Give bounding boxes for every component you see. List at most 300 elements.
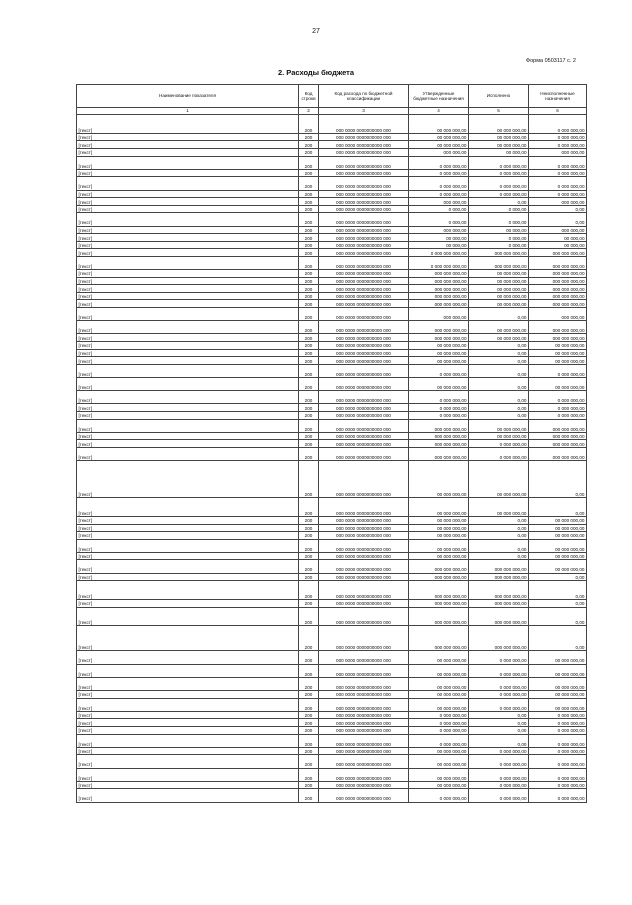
row-executed: 0 000 000,00 <box>469 156 529 169</box>
row-unexecuted: 00 000 000,00 <box>529 691 587 699</box>
row-executed: 000 000 000,00 <box>469 581 529 600</box>
row-executed: 0 000 000,00 <box>469 768 529 781</box>
row-unexecuted: 0 000 000,00 <box>529 734 587 747</box>
row-approved: 000 000 000,00 <box>409 419 469 432</box>
row-name: [текст] <box>77 516 299 524</box>
row-name: [текст] <box>77 205 299 213</box>
row-line-code: 200 <box>299 781 319 789</box>
row-unexecuted: 00 000 000,00 <box>529 539 587 552</box>
row-approved: 00 000 000,00 <box>409 516 469 524</box>
row-name: [текст] <box>77 321 299 334</box>
row-approved: 0 000 000,00 <box>409 789 469 802</box>
row-unexecuted: 000 000 000,00 <box>529 447 587 460</box>
table-row <box>77 190 587 198</box>
row-class-code: 000 0000 0000000000 000 <box>319 573 409 581</box>
row-name: [текст] <box>77 115 299 134</box>
row-line-code: 200 <box>299 292 319 300</box>
row-approved: 0 000 000,00 <box>409 404 469 412</box>
row-line-code: 200 <box>299 747 319 755</box>
row-unexecuted: 0 000 000,00 <box>529 768 587 781</box>
row-class-code: 000 0000 0000000000 000 <box>319 440 409 448</box>
row-name: [текст] <box>77 357 299 365</box>
row-line-code: 200 <box>299 664 319 677</box>
table-row <box>77 532 587 540</box>
row-name: [текст] <box>77 539 299 552</box>
row-unexecuted: 000 000 000,00 <box>529 300 587 308</box>
row-line-code: 200 <box>299 447 319 460</box>
row-line-code: 200 <box>299 524 319 532</box>
table-row <box>77 560 587 573</box>
row-line-code: 200 <box>299 691 319 699</box>
row-line-code: 200 <box>299 516 319 524</box>
row-line-code: 200 <box>299 789 319 802</box>
row-name: [текст] <box>77 440 299 448</box>
row-line-code: 200 <box>299 768 319 781</box>
row-approved: 00 000,00 <box>409 234 469 242</box>
row-name: [текст] <box>77 292 299 300</box>
row-executed: 0 000 000,00 <box>469 177 529 190</box>
row-unexecuted: 00 000 000,00 <box>529 664 587 677</box>
row-executed: 00 000 000,00 <box>469 285 529 293</box>
row-executed: 0 000,00 <box>469 205 529 213</box>
row-approved: 00 000 000,00 <box>409 664 469 677</box>
table-row <box>77 768 587 781</box>
row-line-code: 200 <box>299 349 319 357</box>
row-name: [текст] <box>77 747 299 755</box>
row-line-code: 200 <box>299 461 319 498</box>
row-name: [текст] <box>77 404 299 412</box>
row-class-code: 000 0000 0000000000 000 <box>319 560 409 573</box>
header-class-code: Код расхода по бюджетной классификации <box>319 85 409 108</box>
row-name: [текст] <box>77 573 299 581</box>
row-approved: 0 000 000,00 <box>409 391 469 404</box>
row-approved: 000 000 000,00 <box>409 321 469 334</box>
row-class-code: 000 0000 0000000000 000 <box>319 321 409 334</box>
table-row <box>77 177 587 190</box>
row-unexecuted: 0 000 000,00 <box>529 726 587 734</box>
table-row <box>77 205 587 213</box>
header-approved: Утвержденные бюджетные назначения <box>409 85 469 108</box>
row-executed: 0,00 <box>469 411 529 419</box>
row-approved: 00 000 000,00 <box>409 115 469 134</box>
row-unexecuted: 0 000 000,00 <box>529 190 587 198</box>
row-unexecuted: 000 000 000,00 <box>529 270 587 278</box>
row-unexecuted: 0 000 000,00 <box>529 141 587 149</box>
table-row <box>77 755 587 768</box>
row-unexecuted: 0 000 000,00 <box>529 156 587 169</box>
row-approved: 000 000,00 <box>409 308 469 321</box>
row-executed: 0,00 <box>469 726 529 734</box>
row-executed: 00 000 000,00 <box>469 300 529 308</box>
row-name: [текст] <box>77 177 299 190</box>
row-line-code: 200 <box>299 198 319 206</box>
header-line-code: Код строки <box>299 85 319 108</box>
row-approved: 0 000 000,00 <box>409 711 469 719</box>
column-number: 4 <box>409 108 469 115</box>
table-row <box>77 321 587 334</box>
row-executed: 00 000 000,00 <box>469 432 529 440</box>
row-line-code: 200 <box>299 573 319 581</box>
row-name: [текст] <box>77 677 299 690</box>
row-executed: 00 000 000,00 <box>469 270 529 278</box>
row-unexecuted: 0 000 000,00 <box>529 364 587 377</box>
table-row <box>77 600 587 608</box>
row-line-code: 200 <box>299 404 319 412</box>
table-row <box>77 357 587 365</box>
row-unexecuted: 0 000 000,00 <box>529 719 587 727</box>
row-unexecuted: 0 000 000,00 <box>529 711 587 719</box>
column-number: 3 <box>319 108 409 115</box>
row-line-code: 200 <box>299 141 319 149</box>
row-executed: 000 000 000,00 <box>469 600 529 608</box>
row-class-code: 000 0000 0000000000 000 <box>319 349 409 357</box>
row-unexecuted: 00 000,00 <box>529 241 587 249</box>
row-unexecuted: 00 000 000,00 <box>529 651 587 664</box>
row-approved: 0 000,00 <box>409 205 469 213</box>
document-title: 2. Расходы бюджета <box>277 68 355 77</box>
row-executed: 000 000 000,00 <box>469 256 529 269</box>
row-class-code: 000 0000 0000000000 000 <box>319 447 409 460</box>
row-unexecuted: 0 000 000,00 <box>529 169 587 177</box>
row-executed: 0 000 000,00 <box>469 190 529 198</box>
row-executed: 0 000,00 <box>469 234 529 242</box>
row-line-code: 200 <box>299 169 319 177</box>
row-unexecuted: 0,00 <box>529 581 587 600</box>
row-approved: 00 000 000,00 <box>409 768 469 781</box>
row-executed: 0,00 <box>469 377 529 390</box>
row-name: [текст] <box>77 226 299 234</box>
row-approved: 000 000 000,00 <box>409 626 469 651</box>
row-class-code: 000 0000 0000000000 000 <box>319 177 409 190</box>
row-executed: 0 000 000,00 <box>469 698 529 711</box>
row-name: [текст] <box>77 234 299 242</box>
header-unexecuted: Неисполненные назначения <box>529 85 587 108</box>
row-class-code: 000 0000 0000000000 000 <box>319 334 409 342</box>
row-class-code: 000 0000 0000000000 000 <box>319 308 409 321</box>
row-name: [текст] <box>77 600 299 608</box>
row-name: [текст] <box>77 148 299 156</box>
row-line-code: 200 <box>299 552 319 560</box>
row-executed: 00 000 000,00 <box>469 334 529 342</box>
row-unexecuted: 0 000 000,00 <box>529 391 587 404</box>
table-row <box>77 148 587 156</box>
row-executed: 0,00 <box>469 734 529 747</box>
table-row <box>77 285 587 293</box>
table-row <box>77 626 587 651</box>
row-approved: 000 000 000,00 <box>409 600 469 608</box>
table-row <box>77 342 587 350</box>
table-row <box>77 432 587 440</box>
row-executed: 0 000 000,00 <box>469 447 529 460</box>
row-approved: 00 000 000,00 <box>409 781 469 789</box>
row-approved: 000 000 000,00 <box>409 285 469 293</box>
row-class-code: 000 0000 0000000000 000 <box>319 404 409 412</box>
row-unexecuted: 0,00 <box>529 626 587 651</box>
row-executed: 0,00 <box>469 552 529 560</box>
row-unexecuted: 000 000 000,00 <box>529 334 587 342</box>
row-class-code: 000 0000 0000000000 000 <box>319 664 409 677</box>
row-approved: 000 000 000,00 <box>409 581 469 600</box>
table-row <box>77 573 587 581</box>
table-row <box>77 461 587 498</box>
form-code: Форма 0503117 с. 2 <box>525 58 576 64</box>
row-line-code: 200 <box>299 190 319 198</box>
row-executed: 0 000 000,00 <box>469 789 529 802</box>
row-name: [текст] <box>77 726 299 734</box>
row-executed: 0,00 <box>469 524 529 532</box>
row-approved: 0 000,00 <box>409 213 469 226</box>
row-name: [текст] <box>77 719 299 727</box>
row-approved: 0 000 000,00 <box>409 169 469 177</box>
row-line-code: 200 <box>299 334 319 342</box>
row-class-code: 000 0000 0000000000 000 <box>319 691 409 699</box>
row-approved: 000 000,00 <box>409 198 469 206</box>
row-unexecuted: 000 000 000,00 <box>529 321 587 334</box>
row-unexecuted: 0,00 <box>529 498 587 517</box>
row-line-code: 200 <box>299 234 319 242</box>
table-row <box>77 691 587 699</box>
row-line-code: 200 <box>299 411 319 419</box>
row-class-code: 000 0000 0000000000 000 <box>319 270 409 278</box>
row-approved: 00 000 000,00 <box>409 498 469 517</box>
row-name: [текст] <box>77 213 299 226</box>
row-executed: 00 000 000,00 <box>469 141 529 149</box>
row-line-code: 200 <box>299 308 319 321</box>
row-approved: 00 000 000,00 <box>409 524 469 532</box>
row-class-code: 000 0000 0000000000 000 <box>319 198 409 206</box>
row-executed: 0,00 <box>469 364 529 377</box>
row-name: [текст] <box>77 391 299 404</box>
row-approved: 00 000 000,00 <box>409 357 469 365</box>
row-name: [текст] <box>77 711 299 719</box>
row-class-code: 000 0000 0000000000 000 <box>319 141 409 149</box>
row-class-code: 000 0000 0000000000 000 <box>319 755 409 768</box>
row-class-code: 000 0000 0000000000 000 <box>319 148 409 156</box>
table-body <box>77 115 587 803</box>
row-unexecuted: 00 000 000,00 <box>529 377 587 390</box>
row-line-code: 200 <box>299 357 319 365</box>
table-row <box>77 698 587 711</box>
row-class-code: 000 0000 0000000000 000 <box>319 285 409 293</box>
row-approved: 00 000 000,00 <box>409 532 469 540</box>
row-class-code: 000 0000 0000000000 000 <box>319 391 409 404</box>
row-executed: 00 000 000,00 <box>469 115 529 134</box>
table-row <box>77 249 587 257</box>
row-name: [текст] <box>77 156 299 169</box>
row-line-code: 200 <box>299 440 319 448</box>
row-line-code: 200 <box>299 498 319 517</box>
row-line-code: 200 <box>299 726 319 734</box>
row-line-code: 200 <box>299 256 319 269</box>
table-row <box>77 334 587 342</box>
row-class-code: 000 0000 0000000000 000 <box>319 411 409 419</box>
row-class-code: 000 0000 0000000000 000 <box>319 789 409 802</box>
expenditure-table-container <box>76 84 586 803</box>
row-unexecuted: 0,00 <box>529 461 587 498</box>
row-executed: 0 000,00 <box>469 241 529 249</box>
row-line-code: 200 <box>299 532 319 540</box>
row-class-code: 000 0000 0000000000 000 <box>319 677 409 690</box>
table-row <box>77 747 587 755</box>
row-class-code: 000 0000 0000000000 000 <box>319 226 409 234</box>
table-row <box>77 226 587 234</box>
row-line-code: 200 <box>299 651 319 664</box>
row-class-code: 000 0000 0000000000 000 <box>319 342 409 350</box>
row-approved: 000 000,00 <box>409 226 469 234</box>
row-name: [текст] <box>77 447 299 460</box>
row-executed: 0 000 000,00 <box>469 651 529 664</box>
row-executed: 0,00 <box>469 342 529 350</box>
row-class-code: 000 0000 0000000000 000 <box>319 600 409 608</box>
row-unexecuted: 0,00 <box>529 573 587 581</box>
row-unexecuted: 0 000 000,00 <box>529 177 587 190</box>
row-line-code: 200 <box>299 711 319 719</box>
row-name: [текст] <box>77 249 299 257</box>
table-row <box>77 607 587 626</box>
row-executed: 0,00 <box>469 198 529 206</box>
row-approved: 0 000 000,00 <box>409 177 469 190</box>
table-row <box>77 115 587 134</box>
row-approved: 0 000 000,00 <box>409 190 469 198</box>
row-approved: 00 000 000,00 <box>409 552 469 560</box>
row-class-code: 000 0000 0000000000 000 <box>319 626 409 651</box>
row-line-code: 200 <box>299 213 319 226</box>
row-name: [текст] <box>77 133 299 141</box>
row-class-code: 000 0000 0000000000 000 <box>319 532 409 540</box>
row-executed: 000 000 000,00 <box>469 626 529 651</box>
row-name: [текст] <box>77 241 299 249</box>
row-approved: 00 000 000,00 <box>409 747 469 755</box>
table-row <box>77 377 587 390</box>
row-class-code: 000 0000 0000000000 000 <box>319 213 409 226</box>
column-number: 6 <box>529 108 587 115</box>
row-class-code: 000 0000 0000000000 000 <box>319 190 409 198</box>
row-executed: 0,00 <box>469 516 529 524</box>
table-row <box>77 726 587 734</box>
row-line-code: 200 <box>299 719 319 727</box>
row-unexecuted: 000 000,00 <box>529 198 587 206</box>
row-unexecuted: 0 000 000,00 <box>529 747 587 755</box>
row-approved: 0 000 000,00 <box>409 734 469 747</box>
table-row <box>77 156 587 169</box>
row-executed: 00 000 000,00 <box>469 419 529 432</box>
row-unexecuted: 000 000,00 <box>529 308 587 321</box>
row-class-code: 000 0000 0000000000 000 <box>319 292 409 300</box>
row-unexecuted: 0 000 000,00 <box>529 115 587 134</box>
row-executed: 0,00 <box>469 308 529 321</box>
row-name: [текст] <box>77 411 299 419</box>
column-number-row <box>77 108 587 115</box>
page-number: 27 <box>312 28 320 35</box>
row-line-code: 200 <box>299 285 319 293</box>
row-name: [текст] <box>77 607 299 626</box>
row-unexecuted: 00 000 000,00 <box>529 560 587 573</box>
table-row <box>77 349 587 357</box>
row-name: [текст] <box>77 691 299 699</box>
row-class-code: 000 0000 0000000000 000 <box>319 156 409 169</box>
row-approved: 00 000 000,00 <box>409 755 469 768</box>
table-row <box>77 719 587 727</box>
table-row <box>77 664 587 677</box>
row-name: [текст] <box>77 419 299 432</box>
row-class-code: 000 0000 0000000000 000 <box>319 552 409 560</box>
row-executed: 0 000 000,00 <box>469 691 529 699</box>
row-class-code: 000 0000 0000000000 000 <box>319 781 409 789</box>
row-name: [текст] <box>77 300 299 308</box>
table-row <box>77 447 587 460</box>
row-executed: 00 000 000,00 <box>469 461 529 498</box>
row-unexecuted: 000 000 000,00 <box>529 432 587 440</box>
column-number: 1 <box>77 108 299 115</box>
row-line-code: 200 <box>299 734 319 747</box>
row-name: [текст] <box>77 377 299 390</box>
row-executed: 00 000 000,00 <box>469 321 529 334</box>
row-line-code: 200 <box>299 321 319 334</box>
table-row <box>77 677 587 690</box>
row-class-code: 000 0000 0000000000 000 <box>319 651 409 664</box>
row-approved: 000 000 000,00 <box>409 447 469 460</box>
row-class-code: 000 0000 0000000000 000 <box>319 524 409 532</box>
row-name: [текст] <box>77 552 299 560</box>
row-executed: 0 000 000,00 <box>469 169 529 177</box>
row-name: [текст] <box>77 364 299 377</box>
row-executed: 0,00 <box>469 391 529 404</box>
row-class-code: 000 0000 0000000000 000 <box>319 169 409 177</box>
row-executed: 0 000,00 <box>469 213 529 226</box>
row-line-code: 200 <box>299 755 319 768</box>
row-unexecuted: 000 000 000,00 <box>529 440 587 448</box>
row-name: [текст] <box>77 755 299 768</box>
row-line-code: 200 <box>299 432 319 440</box>
row-class-code: 000 0000 0000000000 000 <box>319 249 409 257</box>
row-line-code: 200 <box>299 270 319 278</box>
row-unexecuted: 00 000 000,00 <box>529 342 587 350</box>
row-unexecuted: 00 000 000,00 <box>529 552 587 560</box>
expenditure-table <box>76 84 587 803</box>
row-unexecuted: 000 000 000,00 <box>529 277 587 285</box>
table-row <box>77 734 587 747</box>
row-approved: 00 000 000,00 <box>409 133 469 141</box>
table-row <box>77 141 587 149</box>
row-approved: 00 000 000,00 <box>409 141 469 149</box>
row-approved: 0 000 000,00 <box>409 156 469 169</box>
row-approved: 0 000 000 000,00 <box>409 249 469 257</box>
row-name: [текст] <box>77 461 299 498</box>
row-class-code: 000 0000 0000000000 000 <box>319 698 409 711</box>
row-unexecuted: 00 000 000,00 <box>529 677 587 690</box>
row-line-code: 200 <box>299 300 319 308</box>
row-unexecuted: 000 000 000,00 <box>529 249 587 257</box>
row-approved: 00 000 000,00 <box>409 349 469 357</box>
row-name: [текст] <box>77 285 299 293</box>
row-name: [текст] <box>77 256 299 269</box>
header-name: Наименование показателя <box>77 85 299 108</box>
table-row <box>77 781 587 789</box>
row-line-code: 200 <box>299 607 319 626</box>
row-approved: 00 000 000,00 <box>409 698 469 711</box>
row-executed: 000 000 000,00 <box>469 573 529 581</box>
row-name: [текст] <box>77 781 299 789</box>
row-unexecuted: 0,00 <box>529 600 587 608</box>
column-number: 5 <box>469 108 529 115</box>
row-approved: 0 000 000,00 <box>409 364 469 377</box>
row-approved: 00 000 000,00 <box>409 651 469 664</box>
table-row <box>77 169 587 177</box>
row-class-code: 000 0000 0000000000 000 <box>319 539 409 552</box>
row-unexecuted: 000 000 000,00 <box>529 419 587 432</box>
row-line-code: 200 <box>299 148 319 156</box>
row-line-code: 200 <box>299 364 319 377</box>
